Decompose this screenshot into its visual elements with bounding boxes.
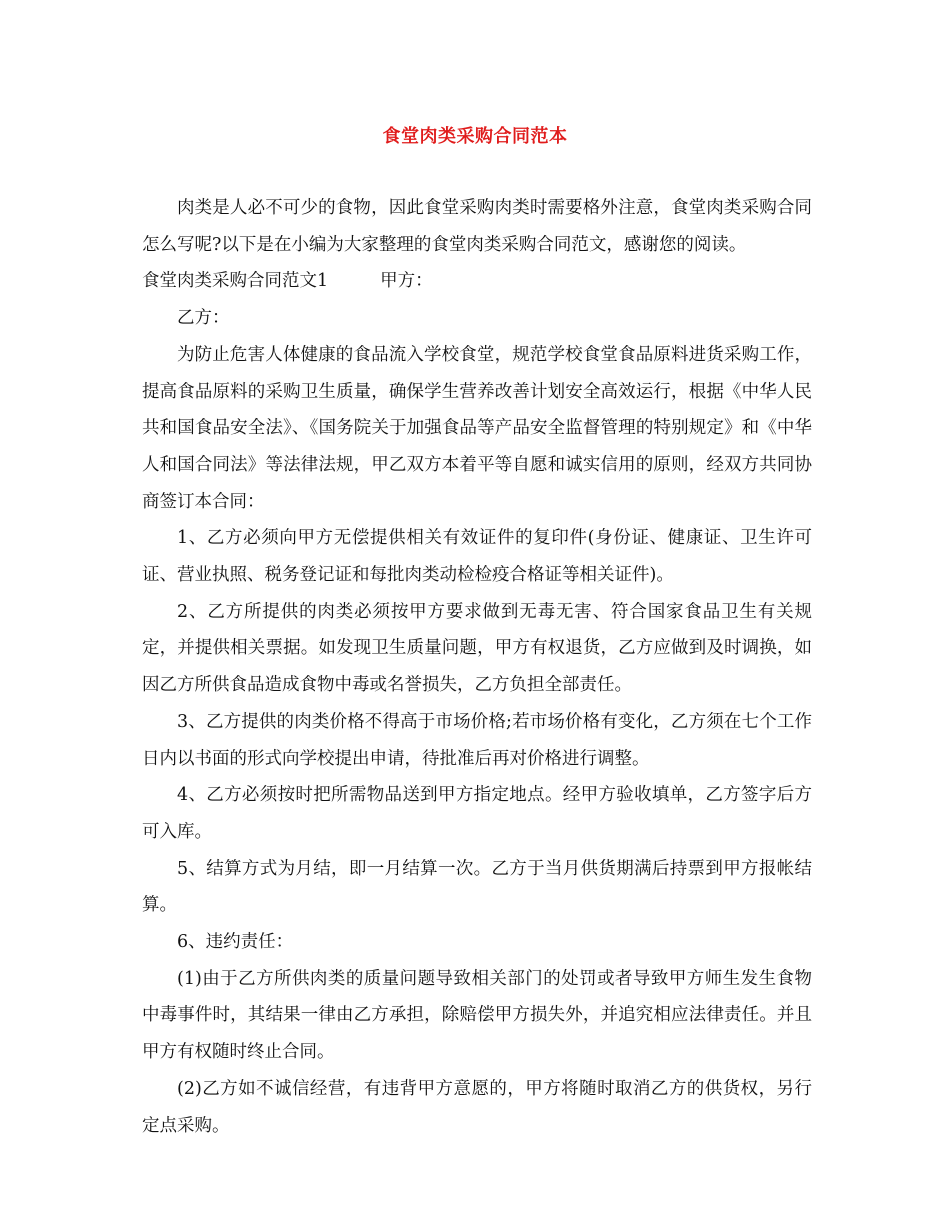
intro-paragraph: 肉类是人必不可少的食物，因此食堂采购肉类时需要格外注意，食堂肉类采购合同怎么写呢?以下是在小编为大家整理的食堂肉类采购合同范文，感谢您的阅读。 (142, 198, 812, 255)
clause-3: 3、乙方提供的肉类价格不得高于市场价格;若市场价格有变化，乙方须在七个工作日内以书面的形式向学校提出申请，待批准后再对价格进行调整。 (142, 711, 812, 769)
clause-4: 4、乙方必须按时把所需物品送到甲方指定地点。经甲方验收填单，乙方签字后方可入库。 (142, 785, 812, 842)
sample-heading: 食堂肉类采购合同范文1 (142, 271, 329, 292)
party-b-label: 乙方： (177, 308, 230, 329)
party-a-label: 甲方： (380, 271, 433, 292)
document-title: 食堂肉类采购合同范本 (382, 126, 568, 147)
sub-clause-2: (2)乙方如不诚信经营，有违背甲方意愿的，甲方将随时取消乙方的供货权，另行定点采购。 (142, 1078, 812, 1136)
clause-2: 2、乙方所提供的肉类必须按甲方要求做到无毒无害、符合国家食品卫生有关规定，并提供相关票据。如发现卫生质量问题，甲方有权退货，乙方应做到及时调换，如因乙方所供食品造成食物中毒或名誉损失，乙方负担全部责任。 (142, 601, 812, 696)
preamble-paragraph: 为防止危害人体健康的食品流入学校食堂，规范学校食堂食品原料进货采购工作，提高食品原料的采购卫生质量，确保学生营养改善计划安全高效运行，根据《中华人民共和国食品安全法》、《国务院关于加强食品等产品安全监督管理的特别规定》和《中华人和国合同法》等法律法规，甲乙双方本着平等自愿和诚实信用的原则，经双方共同协商签订本合同： (142, 344, 812, 512)
sample-heading-line (142, 263, 812, 300)
sub-clause-1: (1)由于乙方所供肉类的质量问题导致相关部门的处罚或者导致甲方师生发生食物中毒事件时，其结果一律由乙方承担，除赔偿甲方损失外，并追究相应法律责任。并且甲方有权随时终止合同。 (142, 968, 812, 1063)
document-body (142, 190, 812, 1144)
clause-6: 6、违约责任： (177, 932, 294, 953)
clause-5: 5、结算方式为月结，即一月结算一次。乙方于当月供货期满后持票到甲方报帐结算。 (142, 858, 812, 916)
clause-1: 1、乙方必须向甲方无偿提供相关有效证件的复印件(身份证、健康证、卫生许可证、营业执照、税务登记证和每批肉类动检检疫合格证等相关证件)。 (142, 528, 812, 586)
